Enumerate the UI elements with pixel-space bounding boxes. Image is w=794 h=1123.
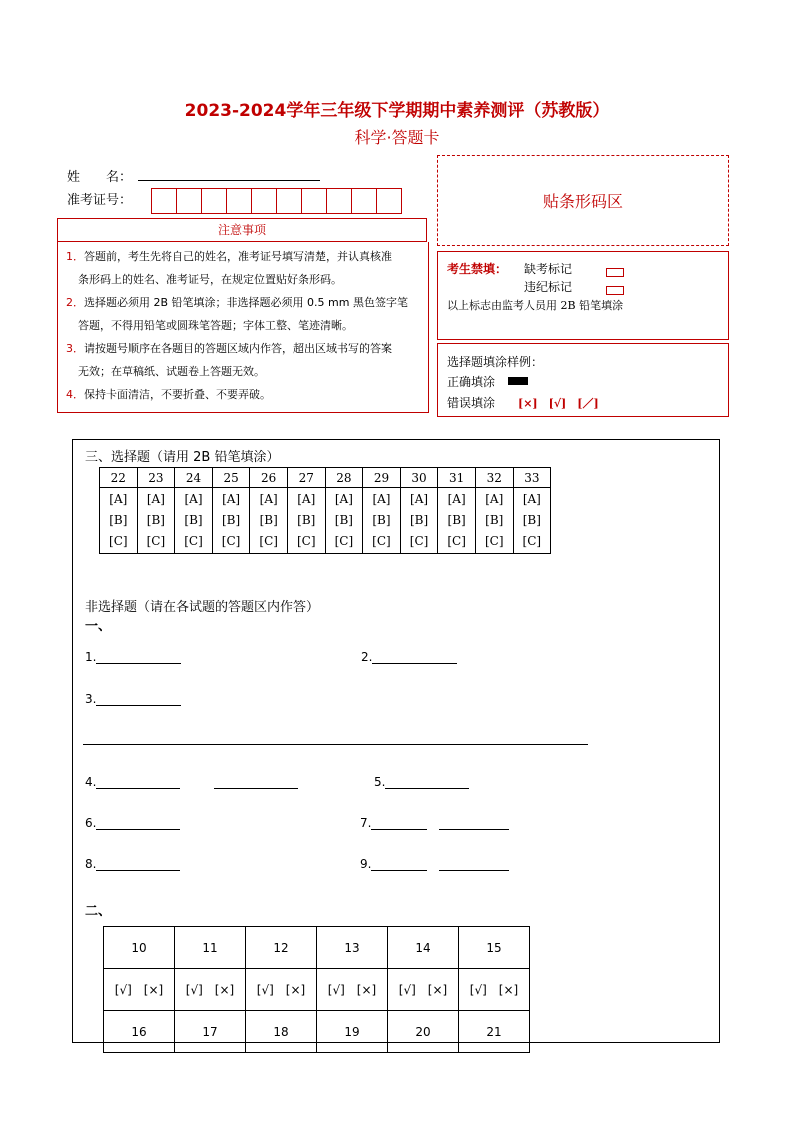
notice-box [57, 242, 429, 413]
answer-blank[interactable] [96, 856, 180, 871]
option-b[interactable]: [B] [447, 513, 466, 527]
page-subtitle: 科学·答题卡 [354, 128, 440, 147]
question-number: 23 [137, 468, 175, 488]
question-number: 25 [212, 468, 250, 488]
id-digit-box[interactable] [201, 188, 227, 214]
option-c[interactable]: [C] [109, 534, 128, 548]
blank-question-5: 5. [374, 774, 469, 789]
question-number: 11 [175, 927, 246, 969]
option-c[interactable]: [C] [522, 534, 542, 548]
question-number: 13 [317, 927, 388, 969]
option-c[interactable]: [C] [146, 534, 166, 548]
absent-mark[interactable] [606, 262, 624, 281]
option-b[interactable]: [B] [259, 513, 278, 527]
sample-title: 选择题填涂样例： [447, 355, 544, 369]
blank-question-8: 8. [85, 856, 180, 871]
option-b[interactable]: [B] [221, 513, 241, 527]
option-cell [250, 488, 288, 554]
option-cell [287, 488, 325, 554]
option-cell [513, 488, 551, 554]
id-label: 准考证号： [67, 193, 133, 208]
option-a[interactable]: [A] [447, 492, 466, 506]
option-a[interactable]: [A] [372, 492, 391, 506]
option-c[interactable]: [C] [484, 534, 504, 548]
id-digit-box[interactable] [251, 188, 277, 214]
question-number: 27 [287, 468, 325, 488]
option-b[interactable]: [B] [184, 513, 203, 527]
option-b[interactable]: [B] [334, 513, 353, 527]
name-field[interactable] [138, 180, 320, 181]
notice-item: 条形码上的姓名、准考证号，在规定位置贴好条形码。 [78, 273, 342, 286]
answer-blank[interactable] [96, 774, 180, 789]
section3-title: 三、选择题（请用 2B 铅笔填涂） [85, 450, 280, 465]
notice-title: 注意事项 [57, 218, 427, 242]
option-c[interactable]: [C] [334, 534, 354, 548]
option-a[interactable]: [A] [485, 492, 504, 506]
absent-label: 缺考标记 [524, 262, 573, 276]
blank-question-4: 4. [85, 774, 298, 789]
ban-note: 以上标志由监考人员用 2B 铅笔填涂 [447, 299, 624, 312]
part-one-label: 一、 [85, 619, 112, 634]
notice-item: 4．保持卡面清洁，不要折叠、不要弄破。 [66, 388, 271, 401]
true-false-marks[interactable]: [√] [×] [388, 969, 459, 1011]
notice-item: 无效；在草稿纸、试题卷上答题无效。 [78, 365, 265, 378]
fill-sample-box [437, 343, 729, 417]
option-a[interactable]: [A] [184, 492, 203, 506]
question-number: 20 [388, 1011, 459, 1053]
option-a[interactable]: [A] [522, 492, 541, 506]
answer-line[interactable] [83, 744, 588, 745]
question-number: 10 [104, 927, 175, 969]
nonchoice-title: 非选择题（请在各试题的答题区内作答） [85, 600, 320, 615]
blank-question-9: 9. [360, 856, 509, 871]
question-number: 21 [459, 1011, 530, 1053]
id-digit-box[interactable] [351, 188, 377, 214]
option-a[interactable]: [A] [222, 492, 241, 506]
answer-blank[interactable] [96, 649, 181, 664]
option-b[interactable]: [B] [146, 513, 165, 527]
option-cell [100, 488, 138, 554]
option-a[interactable]: [A] [146, 492, 165, 506]
blank-question-3: 3. [85, 691, 181, 706]
option-c[interactable]: [C] [296, 534, 316, 548]
page-title: 2023-2024学年三年级下学期期中素养测评（苏教版） [184, 101, 610, 121]
violation-label: 违纪标记 [524, 280, 573, 294]
answer-blank[interactable] [96, 815, 180, 830]
notice-item: 答题，不得用铅笔或圆珠笔答题；字体工整、笔迹清晰。 [78, 319, 353, 332]
option-b[interactable]: [B] [372, 513, 391, 527]
question-number: 28 [325, 468, 363, 488]
id-digit-box[interactable] [376, 188, 402, 214]
question-number: 12 [246, 927, 317, 969]
question-number: 16 [104, 1011, 175, 1053]
option-c[interactable]: [C] [447, 534, 466, 548]
name-label: 姓 名： [67, 170, 133, 185]
id-digit-box[interactable] [176, 188, 202, 214]
notice-item: 1．答题前，考生先将自己的姓名，准考证号填写清楚，并认真核准 [66, 250, 392, 263]
option-a[interactable]: [A] [410, 492, 429, 506]
true-false-marks[interactable]: [√] [×] [104, 969, 175, 1011]
correct-fill-sample [508, 377, 528, 385]
barcode-area [437, 155, 729, 246]
notice-item: 3．请按题号顺序在各题目的答题区域内作答，超出区域书写的答案 [66, 342, 392, 355]
answer-blank[interactable] [371, 856, 427, 871]
answer-blank[interactable] [385, 774, 469, 789]
option-c[interactable]: [C] [409, 534, 429, 548]
barcode-label: 贴条形码区 [542, 192, 623, 211]
blank-question-2: 2. [361, 649, 457, 664]
ban-box [437, 251, 729, 340]
option-cell [400, 488, 438, 554]
blank-question-7: 7. [360, 815, 509, 830]
option-c[interactable]: [C] [184, 534, 203, 548]
id-digit-box[interactable] [151, 188, 177, 214]
option-cell [325, 488, 363, 554]
question-number: 26 [250, 468, 288, 488]
wrong-label: 错误填涂 [447, 396, 496, 410]
answer-blank[interactable] [96, 691, 181, 706]
question-number: 19 [317, 1011, 388, 1053]
option-cell [363, 488, 401, 554]
true-false-marks[interactable]: [√] [×] [246, 969, 317, 1011]
option-b[interactable]: [B] [522, 513, 541, 527]
true-false-table [103, 926, 530, 1053]
answer-blank[interactable] [214, 774, 298, 789]
option-a[interactable]: [A] [334, 492, 353, 506]
option-c[interactable]: [C] [221, 534, 241, 548]
wrong-fill-samples: [×] [√] [／] [518, 397, 599, 410]
option-cell [475, 488, 513, 554]
true-false-marks[interactable]: [√] [×] [317, 969, 388, 1011]
option-c[interactable]: [C] [259, 534, 278, 548]
answer-blank[interactable] [371, 815, 427, 830]
part-two-label: 二、 [85, 904, 112, 919]
question-number: 32 [475, 468, 513, 488]
option-a[interactable]: [A] [259, 492, 278, 506]
id-digit-box[interactable] [326, 188, 352, 214]
option-cell [175, 488, 213, 554]
option-c[interactable]: [C] [372, 534, 391, 548]
question-number: 17 [175, 1011, 246, 1053]
id-digit-box[interactable] [226, 188, 252, 214]
question-number: 29 [363, 468, 401, 488]
option-a[interactable]: [A] [109, 492, 128, 506]
notice-item: 2．选择题必须用 2B 铅笔填涂；非选择题必须用 0.5 mm 黑色签字笔 [66, 296, 408, 309]
question-number: 14 [388, 927, 459, 969]
question-number: 15 [459, 927, 530, 969]
question-number: 31 [438, 468, 476, 488]
blank-question-1: 1. [85, 649, 181, 664]
option-a[interactable]: [A] [297, 492, 316, 506]
answer-blank[interactable] [372, 649, 457, 664]
option-cell [438, 488, 476, 554]
option-cell [212, 488, 250, 554]
question-number: 33 [513, 468, 551, 488]
question-number: 24 [175, 468, 213, 488]
option-b[interactable]: [B] [297, 513, 316, 527]
id-digit-box[interactable] [301, 188, 327, 214]
exam-id-boxes[interactable] [151, 188, 401, 214]
option-cell [137, 488, 175, 554]
true-false-marks[interactable]: [√] [×] [175, 969, 246, 1011]
answer-area [72, 439, 720, 1043]
option-b[interactable]: [B] [109, 513, 128, 527]
option-b[interactable]: [B] [409, 513, 429, 527]
question-number: 18 [246, 1011, 317, 1053]
ban-label: 考生禁填： [447, 262, 508, 276]
id-digit-box[interactable] [276, 188, 302, 214]
true-false-marks[interactable]: [√] [×] [459, 969, 530, 1011]
blank-question-6: 6. [85, 815, 180, 830]
option-b[interactable]: [B] [485, 513, 504, 527]
choice-table [99, 467, 551, 554]
question-number: 22 [100, 468, 138, 488]
answer-blank[interactable] [439, 815, 509, 830]
answer-blank[interactable] [439, 856, 509, 871]
question-number: 30 [400, 468, 438, 488]
correct-label: 正确填涂 [447, 375, 496, 389]
